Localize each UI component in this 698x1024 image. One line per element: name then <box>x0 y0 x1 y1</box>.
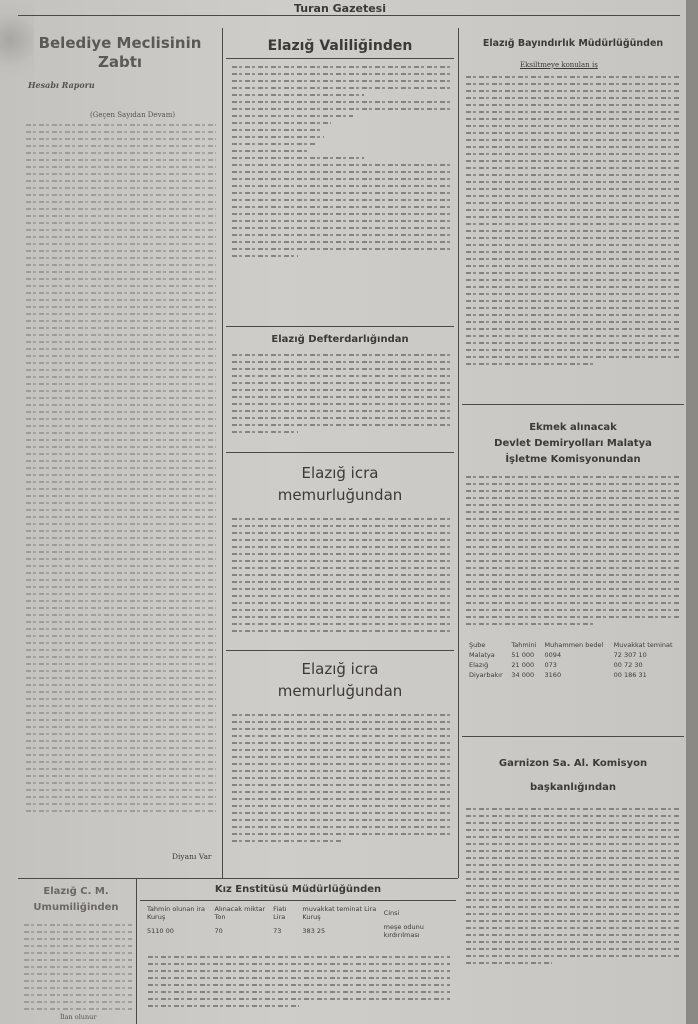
ekmek-table <box>466 640 680 680</box>
meclis-body-text <box>26 124 216 817</box>
kiz-header-cell: Tahmin olunan ira Kuruş <box>147 905 205 921</box>
defterdar-body-text <box>232 354 452 438</box>
ekmek-title-line2: Devlet Demiryolları Malatya <box>494 438 652 449</box>
bayindirlik-body-text <box>466 76 680 370</box>
cm-title-line1: Elazığ C. M. <box>43 886 109 897</box>
table-cell: Elazığ <box>469 661 489 669</box>
kiz-rule <box>140 900 456 901</box>
garnizon-body-text <box>466 808 680 969</box>
ekmek-body-text <box>466 476 680 630</box>
cm-title-line2: Umumiliğinden <box>33 902 119 913</box>
table-cell: 51 000 <box>511 651 535 659</box>
kiz-table <box>144 904 452 940</box>
ekmek-header-cell: Muvakkat teminat <box>613 641 673 649</box>
meclis-title-line1: Belediye Meclisinin <box>38 34 202 52</box>
table-cell: 70 <box>214 927 223 935</box>
kiz-body-text <box>148 956 450 1012</box>
ekmek-table-header <box>466 640 680 650</box>
table-cell: 34 000 <box>511 671 535 679</box>
cm-closing: İlan olunur <box>60 1013 97 1021</box>
garnizon-rule-top <box>462 736 684 737</box>
meclis-signature: Diyanı Var <box>172 852 212 861</box>
column-rule-1 <box>222 28 223 878</box>
masthead: Turan Gazetesi <box>294 2 386 15</box>
kiz-header-cell: muvakkat teminat Lira Kuruş <box>302 905 377 921</box>
icra1-title <box>226 462 454 506</box>
icra2-title <box>226 658 454 702</box>
table-row <box>466 670 680 680</box>
ekmek-title <box>462 420 684 468</box>
meclis-subtitle: Hesabı Raporu <box>28 80 95 90</box>
garnizon-title <box>462 752 684 800</box>
meclis-title-line2: Zabtı <box>97 53 143 71</box>
icra2-rule-top <box>226 650 454 651</box>
masthead-rule <box>18 15 680 16</box>
ekmek-header-cell: Muhammen bedel <box>544 641 604 649</box>
cm-title <box>20 884 132 916</box>
page-binding-edge <box>686 0 698 1024</box>
table-cell: 5110 00 <box>147 927 174 935</box>
ekmek-header-cell: Şube <box>469 641 486 649</box>
table-cell: 00 186 31 <box>613 671 647 679</box>
table-cell: 3160 <box>544 671 562 679</box>
table-row <box>144 922 452 940</box>
valilik-title: Elazığ Valiliğinden <box>267 38 413 54</box>
table-cell: 073 <box>544 661 557 669</box>
column-rule-2 <box>458 28 459 878</box>
bottom-left-rule <box>136 878 137 1024</box>
cm-body-text <box>24 924 132 1015</box>
table-cell: meşe odunu kırdırılması <box>383 923 424 939</box>
icra1-rule-top <box>226 452 454 453</box>
defterdar-title: Elazığ Defterdarlığından <box>271 334 409 345</box>
ekmek-header-cell: Tahmini <box>511 641 537 649</box>
bottom-rule <box>18 878 458 879</box>
meclis-lead: (Geçen Sayıdan Devam) <box>90 111 176 119</box>
ekmek-title-line1: Ekmek alınacak <box>529 422 617 433</box>
table-cell: 00 72 30 <box>613 661 643 669</box>
ekmek-rule-top <box>462 404 684 405</box>
icra1-body-text <box>232 518 452 637</box>
garnizon-title-line1: Garnizon Sa. Al. Komisyon <box>498 758 648 769</box>
icra2-title-line2: memurluğundan <box>277 682 403 700</box>
bayindirlik-subtitle: Eksiltmeye konulan iş <box>520 61 598 69</box>
kiz-title: Kız Enstitüsü Müdürlüğünden <box>214 884 382 895</box>
icra1-title-line2: memurluğundan <box>277 486 403 504</box>
bayindirlik-title: Elazığ Bayındırlık Müdürlüğünden <box>482 38 664 49</box>
table-cell: 0094 <box>544 651 562 659</box>
table-cell: 73 <box>273 927 282 935</box>
table-cell: Malatya <box>469 651 495 659</box>
table-cell: 383 25 <box>302 927 326 935</box>
meclis-title <box>22 34 218 72</box>
table-row <box>466 660 680 670</box>
valilik-body-text <box>232 66 452 262</box>
kiz-header-cell: Alınacak miktar Ton <box>214 905 266 921</box>
defterdar-rule-top <box>226 326 454 327</box>
icra1-title-line1: Elazığ icra <box>301 464 379 482</box>
icra2-body-text <box>232 714 452 847</box>
garnizon-title-line2: başkanlığından <box>530 782 616 793</box>
kiz-header-cell: Cinsi <box>383 909 400 917</box>
table-cell: 72 307 10 <box>613 651 647 659</box>
icra2-title-line1: Elazığ icra <box>301 660 379 678</box>
ekmek-title-line3: İşletme Komisyonundan <box>505 454 641 465</box>
table-row <box>466 650 680 660</box>
table-cell: 21 000 <box>511 661 535 669</box>
valilik-rule <box>226 58 454 59</box>
table-cell: Diyarbakır <box>469 671 503 679</box>
kiz-header-cell: Fiatı Lira <box>273 905 287 921</box>
kiz-table-header <box>144 904 452 922</box>
